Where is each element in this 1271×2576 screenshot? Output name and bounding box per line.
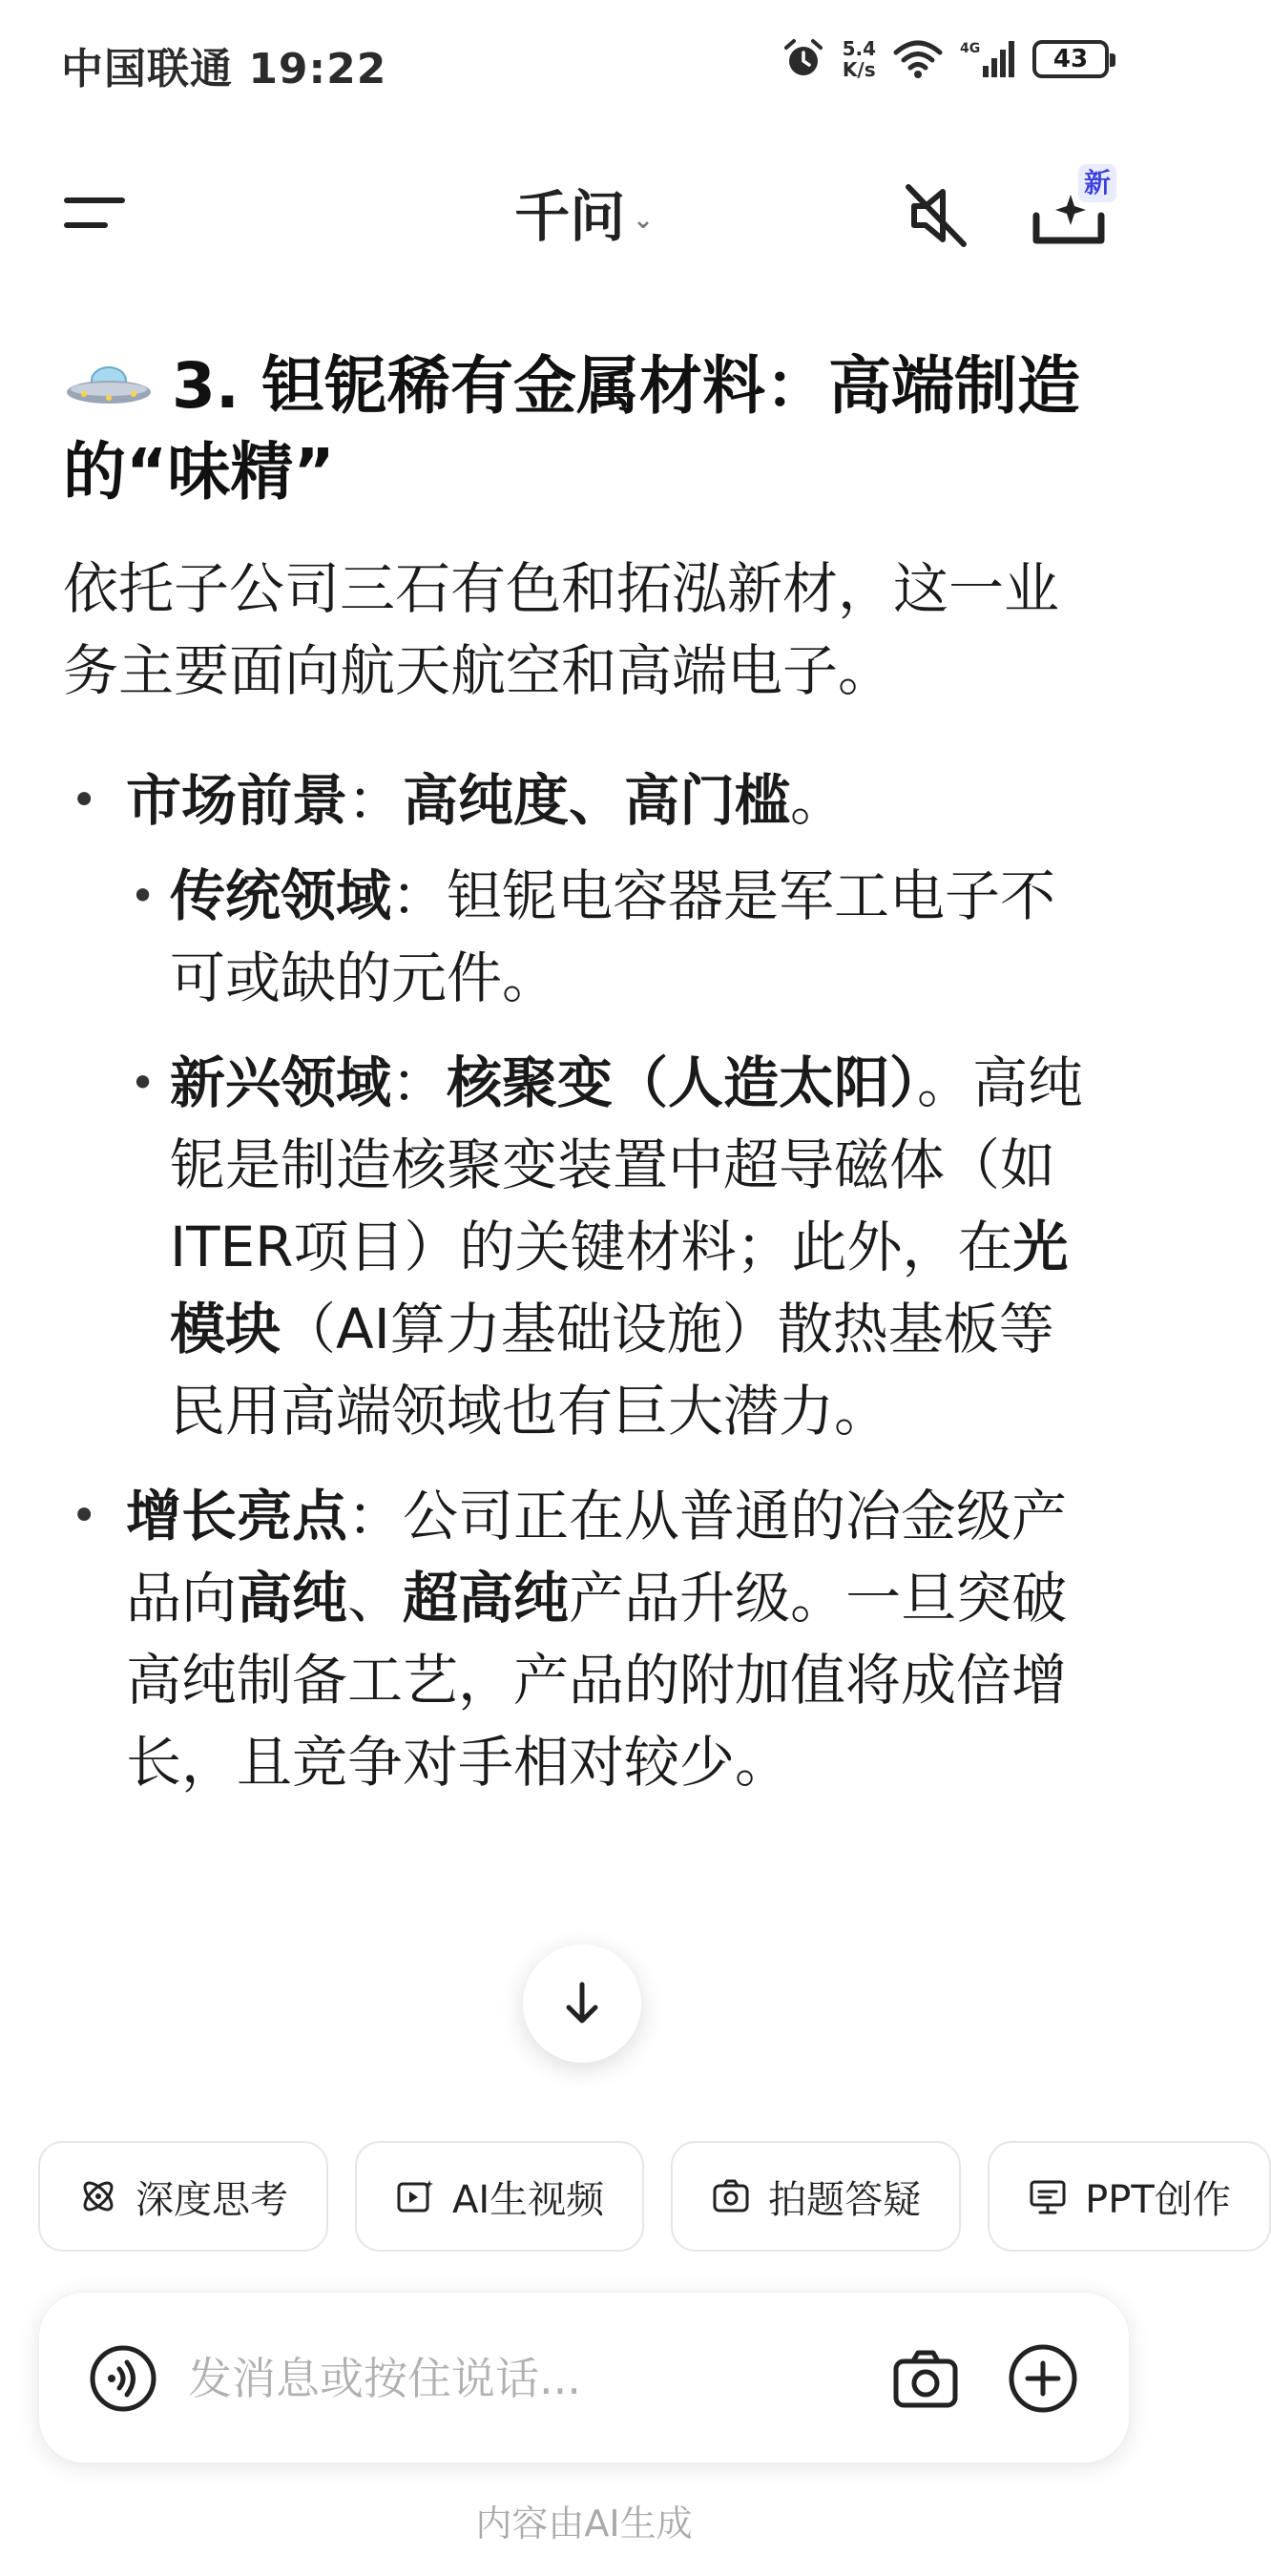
network-speed	[843, 38, 876, 80]
alarm-icon	[781, 37, 825, 81]
camera-button[interactable]	[890, 2344, 961, 2413]
speed-value: 5.4	[842, 37, 876, 60]
battery-indicator: 43	[1032, 40, 1109, 78]
video-icon	[395, 2176, 435, 2216]
voice-button[interactable]	[89, 2344, 157, 2413]
chip-label: PPT创作	[1085, 2177, 1231, 2222]
model-selector[interactable]	[0, 172, 1168, 252]
separator: ：	[391, 863, 448, 928]
intro-paragraph: 依托子公司三石有色和拓泓新材，这一业务主要面向航天航空和高端电子。	[63, 556, 1060, 703]
bullet-label: 市场前景	[126, 768, 348, 833]
mute-icon	[901, 179, 973, 252]
page-title: 千问	[514, 184, 626, 249]
bullet-text: 公司正在从普通的冶金级产品向	[126, 1484, 1068, 1631]
mute-button[interactable]	[901, 179, 973, 252]
sub-list-item	[126, 1042, 1103, 1452]
bullet-bold: 超高纯	[403, 1566, 570, 1631]
chip-ppt[interactable]	[988, 2141, 1271, 2252]
separator: ：	[347, 1484, 404, 1548]
quick-actions	[38, 2141, 1231, 2254]
carrier-time: 中国联通 19:22	[61, 45, 387, 93]
separator: ：	[347, 768, 404, 833]
sub-bullet-text: （AI算力基础设施）散热基板等民用高端领域也有巨大潜力。	[170, 1297, 1054, 1444]
ppt-icon	[1028, 2176, 1068, 2216]
sub-bullet-bold: 核聚变（人造太阳）	[447, 1050, 918, 1115]
wifi-icon	[893, 39, 943, 79]
bullet-text: 产品升级。一旦突破高纯制备工艺，产品的附加值将成倍增长，且竞争对手相对较少。	[126, 1566, 1068, 1795]
status-bar	[0, 0, 1168, 124]
status-icons	[781, 32, 1109, 86]
chip-ai-video[interactable]	[355, 2141, 644, 2252]
add-button[interactable]	[1007, 2342, 1079, 2415]
section-title	[63, 343, 1103, 515]
chip-label: AI生视频	[452, 2177, 605, 2222]
message-composer	[38, 2292, 1130, 2463]
sub-bullet-text: 。高纯铌是制造核聚变装置中超导磁体（如ITER项目）的关键材料；此外，在	[170, 1050, 1084, 1279]
message-content	[63, 343, 1103, 1815]
camera-question-icon	[711, 2176, 751, 2216]
svg-text:4G: 4G	[960, 41, 981, 56]
chevron-down-icon: ⌄	[633, 205, 654, 235]
message-input[interactable]	[188, 2342, 856, 2415]
bullet-bold: 高纯	[237, 1566, 348, 1631]
scroll-to-bottom-button[interactable]	[523, 1944, 641, 2063]
chip-deep-think[interactable]	[38, 2141, 328, 2252]
sub-bullet-bold: 光模块	[170, 1215, 1069, 1361]
chip-label: 拍题答疑	[768, 2177, 922, 2222]
sub-bullet-label: 新兴领域	[170, 1050, 392, 1115]
arrow-down-icon	[559, 1979, 605, 2028]
period: 。	[790, 768, 846, 833]
section-title-text: 3. 钽铌稀有金属材料：高端制造的“味精”	[63, 349, 1080, 509]
bullet-value: 高纯度、高门槛	[403, 768, 791, 833]
deep-think-icon	[78, 2176, 118, 2216]
speed-unit: K/s	[842, 58, 876, 81]
chip-label: 深度思考	[135, 2177, 288, 2222]
bullet-list	[63, 759, 1103, 1803]
new-chat-button[interactable]	[1029, 162, 1134, 258]
bullet-label: 增长亮点	[126, 1484, 348, 1548]
voice-wave-icon	[89, 2344, 157, 2413]
separator: ：	[391, 1050, 448, 1115]
ufo-emoji-icon	[63, 358, 155, 415]
camera-icon	[890, 2344, 961, 2413]
sub-bullet-list	[126, 855, 1103, 1452]
sub-bullet-label: 传统领域	[170, 863, 392, 928]
bullet-text: 、	[347, 1566, 404, 1631]
new-badge: 新	[1078, 164, 1116, 202]
ai-generated-note: 内容由AI生成	[475, 2503, 693, 2545]
sub-list-item	[126, 855, 1103, 1019]
list-item	[63, 1475, 1103, 1803]
cellular-signal-icon	[960, 39, 1015, 79]
app-header	[0, 153, 1168, 267]
sub-bullet-text: 钽铌电容器是军工电子不可或缺的元件。	[170, 863, 1056, 1010]
chip-photo-question[interactable]	[671, 2141, 961, 2252]
list-item	[63, 759, 1103, 1452]
plus-circle-icon	[1007, 2342, 1079, 2415]
